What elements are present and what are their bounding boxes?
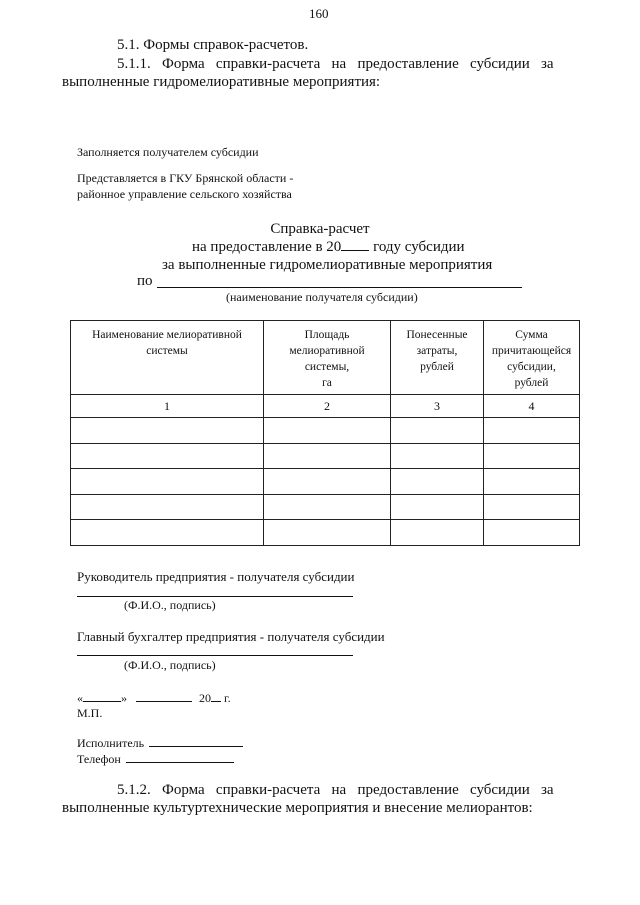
form-title-line-3: за выполненные гидромелиоративные мероприятия	[162, 257, 493, 273]
stamp-label: М.П.	[77, 706, 103, 720]
header-area	[264, 321, 391, 395]
month-blank	[136, 690, 192, 702]
header-line: Сумма	[515, 329, 548, 341]
table-cell	[71, 443, 264, 469]
phone-label: Телефон	[77, 752, 121, 766]
date-open-quote: «	[77, 691, 83, 705]
header-line: рублей	[514, 377, 549, 389]
page-number: 160	[309, 6, 329, 21]
phone-blank	[126, 751, 234, 763]
next-section-line-1: 5.1.2. Форма справки-расчета на предоставление субсидии за	[117, 782, 554, 798]
recipient-name-line	[157, 287, 522, 288]
table-cell	[264, 443, 391, 469]
form-title-year-suffix: году субсидии	[373, 239, 465, 255]
table-cell	[264, 494, 391, 520]
table-row	[71, 520, 580, 546]
next-section-line-2: выполненные культуртехнические мероприятия и внесение мелиорантов:	[62, 800, 533, 816]
table-cell	[484, 443, 580, 469]
phone-row	[77, 751, 234, 767]
subsection-line-1: 5.1.1. Форма справки-расчета на предоставление субсидии за	[117, 56, 554, 72]
day-blank	[83, 690, 121, 702]
head-signature-caption: (Ф.И.О., подпись)	[124, 598, 216, 612]
header-line: мелиоративной	[289, 345, 365, 357]
section-heading: 5.1. Формы справок-расчетов.	[117, 37, 309, 53]
year-blank	[341, 239, 369, 251]
subsidy-table	[70, 320, 580, 546]
header-system-name	[71, 321, 264, 395]
filled-by-note: Заполняется получателем субсидии	[77, 145, 259, 159]
table-row	[71, 418, 580, 444]
column-number: 2	[264, 395, 391, 418]
table-cell	[71, 469, 264, 495]
accountant-signature-caption: (Ф.И.О., подпись)	[124, 658, 216, 672]
header-costs	[391, 321, 484, 395]
table-cell	[264, 418, 391, 444]
form-title-year-prefix: на предоставление в 20	[192, 239, 342, 255]
table-cell	[484, 418, 580, 444]
date-line	[77, 690, 231, 706]
table-row	[71, 469, 580, 495]
year-end-blank	[211, 690, 221, 702]
table-cell	[391, 443, 484, 469]
header-line: затраты,	[416, 345, 458, 357]
table-cell	[71, 520, 264, 546]
date-close-quote: »	[121, 691, 127, 705]
column-number: 3	[391, 395, 484, 418]
table-row	[71, 443, 580, 469]
header-line: га	[322, 377, 332, 389]
header-line: Понесенные	[406, 329, 468, 341]
header-line: субсидии,	[507, 361, 556, 373]
table-cell	[391, 520, 484, 546]
table-cell	[484, 469, 580, 495]
submitted-to-line-1: Представляется в ГКУ Брянской области -	[77, 171, 294, 185]
table-cell	[484, 520, 580, 546]
table-cell	[71, 418, 264, 444]
table-cell	[391, 418, 484, 444]
executor-row	[77, 735, 243, 751]
table-cell	[264, 469, 391, 495]
accountant-signature-label: Главный бухгалтер предприятия - получателя субсидии	[77, 629, 385, 644]
column-number: 1	[71, 395, 264, 418]
form-title: Справка-расчет	[270, 221, 370, 237]
header-line: Площадь	[304, 329, 350, 341]
po-label: по	[137, 273, 153, 289]
header-line: системы	[146, 345, 188, 357]
header-line: причитающейся	[491, 345, 572, 357]
table-cell	[71, 494, 264, 520]
executor-label: Исполнитель	[77, 736, 145, 750]
header-subsidy	[484, 321, 580, 395]
header-line: системы,	[304, 361, 350, 373]
table-row	[71, 494, 580, 520]
header-line: Наименование мелиоративной	[92, 329, 242, 341]
column-number: 4	[484, 395, 580, 418]
executor-blank	[149, 735, 243, 747]
date-year: 20	[199, 691, 211, 705]
head-signature-label: Руководитель предприятия - получателя субсидии	[77, 569, 355, 584]
head-signature-line	[77, 596, 353, 597]
submitted-to-line-2: районное управление сельского хозяйства	[77, 187, 292, 201]
header-line: рублей	[420, 361, 454, 373]
table-cell	[391, 469, 484, 495]
table-cell	[484, 494, 580, 520]
table-cell	[391, 494, 484, 520]
subsection-line-2: выполненные гидромелиоративные мероприятия:	[62, 74, 381, 90]
recipient-caption: (наименование получателя субсидии)	[226, 290, 418, 304]
form-title-line-2	[192, 239, 465, 256]
accountant-signature-line	[77, 655, 353, 656]
date-suffix: г.	[224, 691, 231, 705]
table-cell	[264, 520, 391, 546]
